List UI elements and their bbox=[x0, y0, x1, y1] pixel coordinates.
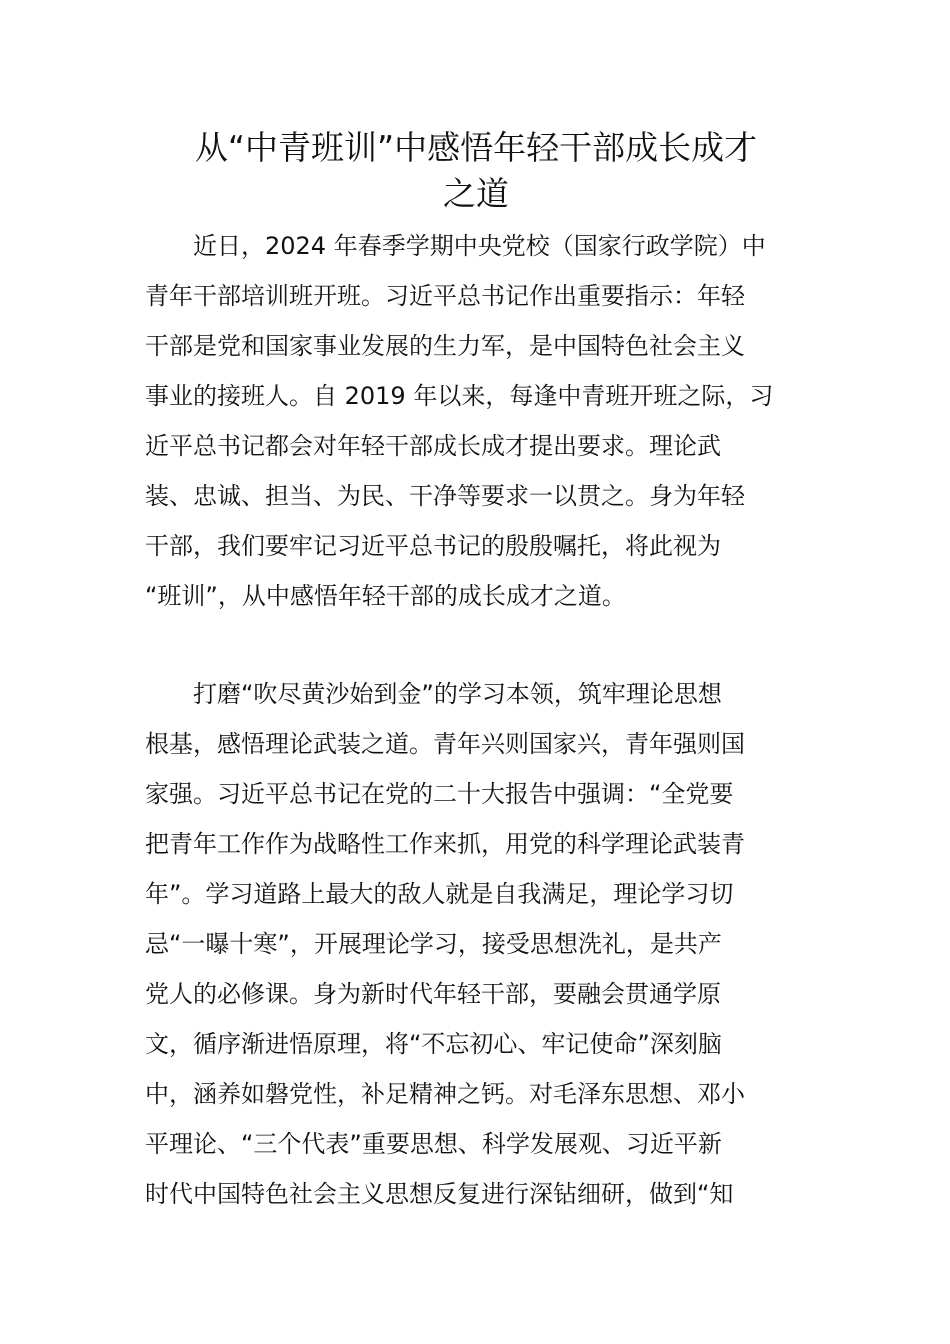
paragraph-line: 把青年工作作为战略性工作来抓，用党的科学理论武装青 bbox=[145, 830, 745, 858]
paragraph-line: 近平总书记都会对年轻干部成长成才提出要求。理论武 bbox=[145, 432, 721, 460]
paragraph-line: 忌“一曝十寒”，开展理论学习，接受思想洗礼，是共产 bbox=[145, 930, 722, 958]
paragraph-line: 根基，感悟理论武装之道。青年兴则国家兴，青年强则国 bbox=[145, 730, 745, 758]
paragraph-line: 中，涵养如磐党性，补足精神之钙。对毛泽东思想、邓小 bbox=[145, 1080, 745, 1108]
paragraph-2 bbox=[145, 669, 807, 1219]
document-page bbox=[145, 125, 807, 1219]
paragraph-1 bbox=[145, 221, 807, 621]
paragraph-line: 文，循序渐进悟原理，将“不忘初心、牢记使命”深刻脑 bbox=[145, 1030, 722, 1058]
paragraph-line: “班训”，从中感悟年轻干部的成长成才之道。 bbox=[145, 582, 626, 610]
document-body bbox=[145, 221, 807, 1219]
paragraph-line: 党人的必修课。身为新时代年轻干部，要融会贯通学原 bbox=[145, 980, 721, 1008]
paragraph-line: 近日，2024 年春季学期中央党校（国家行政学院）中 bbox=[145, 232, 766, 260]
paragraph-line: 家强。习近平总书记在党的二十大报告中强调：“全党要 bbox=[145, 780, 734, 808]
paragraph-line: 事业的接班人。自 2019 年以来，每逢中青班开班之际，习 bbox=[145, 382, 774, 410]
paragraph-line: 时代中国特色社会主义思想反复进行深钻细研，做到“知 bbox=[145, 1180, 734, 1208]
title-line-2: 之道 bbox=[443, 174, 509, 213]
paragraph-line: 干部，我们要牢记习近平总书记的殷殷嘱托，将此视为 bbox=[145, 532, 721, 560]
document-title bbox=[145, 125, 807, 217]
title-line-1: 从“中青班训”中感悟年轻干部成长成才 bbox=[194, 128, 758, 167]
paragraph-spacer bbox=[145, 621, 807, 669]
paragraph-line: 干部是党和国家事业发展的生力军，是中国特色社会主义 bbox=[145, 332, 745, 360]
paragraph-line: 平理论、“三个代表”重要思想、科学发展观、习近平新 bbox=[145, 1130, 722, 1158]
paragraph-line: 装、忠诚、担当、为民、干净等要求一以贯之。身为年轻 bbox=[145, 482, 745, 510]
paragraph-line: 青年干部培训班开班。习近平总书记作出重要指示：年轻 bbox=[145, 282, 745, 310]
paragraph-line: 年”。学习道路上最大的敌人就是自我满足，理论学习切 bbox=[145, 880, 734, 908]
paragraph-line: 打磨“吹尽黄沙始到金”的学习本领，筑牢理论思想 bbox=[145, 680, 722, 708]
